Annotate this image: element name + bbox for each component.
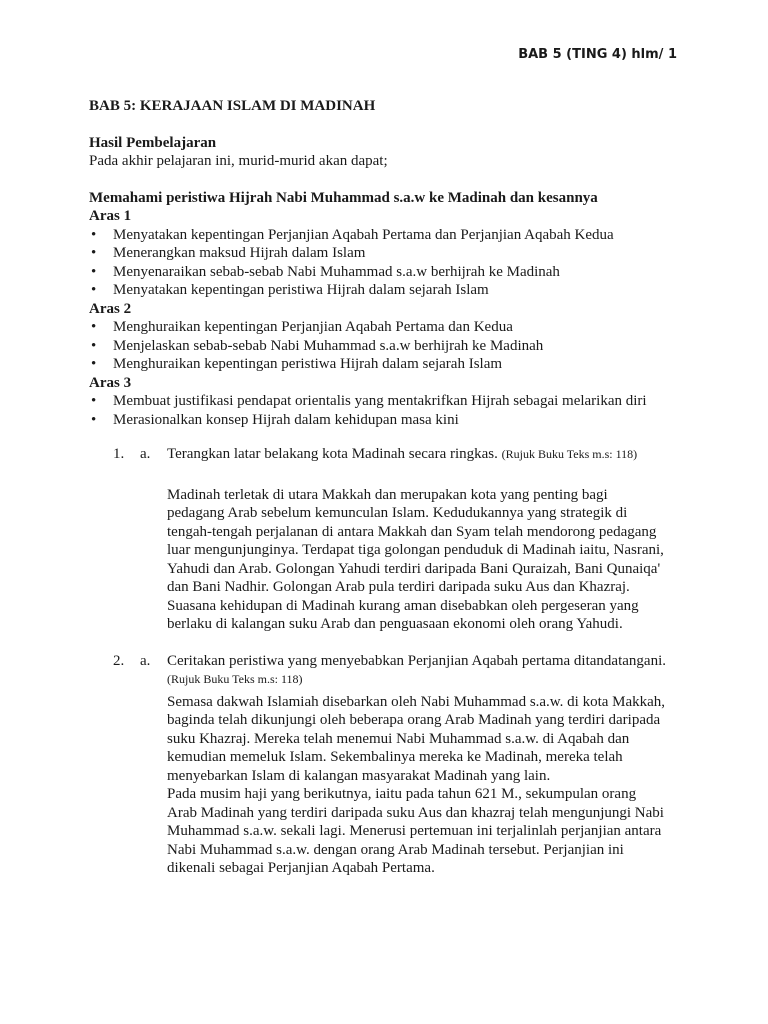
outcomes-heading: Hasil Pembelajaran [89, 134, 217, 151]
list-item: • Menjelaskan sebab-sebab Nabi Muhammad s.a.w berhijrah ke Madinah [89, 337, 689, 356]
answer-line: tengah-tengah perjalanan di antara Makkah dan Syam telah mendorong pedagang [167, 523, 657, 540]
question-prompt: Ceritakan peristiwa yang menyebabkan Perjanjian Aqabah pertama ditandatangani. [167, 652, 666, 669]
level-label: Aras 3 [89, 374, 132, 391]
list-item: • Menerangkan maksud Hijrah dalam Islam [89, 244, 689, 263]
list-item: • Menyatakan kepentingan peristiwa Hijrah dalam sejarah Islam [89, 281, 689, 300]
chapter-title: BAB 5: KERAJAAN ISLAM DI MADINAH [89, 98, 376, 114]
question-2 [113, 652, 689, 689]
question-number: 1. [113, 446, 125, 462]
topic-heading: Memahami peristiwa Hijrah Nabi Muhammad s.a.w ke Madinah dan kesannya [89, 189, 598, 206]
answer-line: menyebarkan Islam di kalangan masyarakat Madinah yang lain. [167, 767, 551, 784]
answer-line: Madinah terletak di utara Makkah dan merupakan kota yang penting bagi [167, 486, 608, 503]
bullet-list [89, 392, 689, 429]
answer-line: berlaku di kalangan suku Arab dan penguasaan ekonomi oleh orang Yahudi. [167, 616, 623, 632]
answer-2 [167, 693, 689, 878]
page-header: BAB 5 (TING 4) hlm/ 1 [518, 47, 677, 62]
answer-line: kemudian memeluk Islam. Sekembalinya mereka ke Madinah, mereka telah [167, 749, 623, 765]
answer-1 [167, 486, 689, 634]
list-item: • Merasionalkan konsep Hijrah dalam kehidupan masa kini [89, 411, 689, 430]
bullet-list [89, 226, 689, 300]
list-item: • Menghuraikan kepentingan peristiwa Hijrah dalam sejarah Islam [89, 355, 689, 374]
level-3 [89, 374, 689, 430]
question-1 [113, 445, 689, 464]
answer-line: dan Bani Nadhir. Golongan Arab pula terdiri daripada suku Aus dan Khazraj. [167, 579, 630, 595]
question-sub-label: a. [140, 652, 151, 669]
level-1 [89, 207, 689, 300]
page-content [89, 97, 689, 878]
level-2 [89, 300, 689, 374]
question-prompt: Terangkan latar belakang kota Madinah secara ringkas. [167, 446, 498, 462]
answer-line: Pada musim haji yang berikutnya, iaitu pada tahun 621 M., sekumpulan orang [167, 786, 637, 802]
list-item: • Menyatakan kepentingan Perjanjian Aqabah Pertama dan Perjanjian Aqabah Kedua [89, 226, 689, 245]
level-label: Aras 2 [89, 300, 132, 317]
question-number: 2. [113, 652, 125, 669]
list-item: • Menyenaraikan sebab-sebab Nabi Muhammad s.a.w berhijrah ke Madinah [89, 263, 689, 282]
question-text [167, 445, 689, 464]
level-label: Aras 1 [89, 208, 132, 224]
answer-line: Muhammad s.a.w. sekali lagi. Menerusi pertemuan ini terjalinlah perjanjian antara [167, 823, 662, 839]
bullet-list [89, 318, 689, 374]
answer-line: luar mengunjunginya. Terdapat tiga golongan penduduk di Madinah iaitu, Nasrani, [167, 542, 664, 558]
answer-line: Arab Madinah yang terdiri daripada suku Aus dan khazraj telah mengunjungi Nabi [167, 804, 664, 821]
answer-line: pedagang Arab sebelum kemunculan Islam. Kedudukannya yang strategik di [167, 505, 628, 521]
answer-line: baginda telah dikunjungi oleh beberapa orang Arab Madinah yang terdiri daripada [167, 712, 661, 728]
question-text [167, 652, 689, 689]
list-item: • Menghuraikan kepentingan Perjanjian Aqabah Pertama dan Kedua [89, 318, 689, 337]
answer-line: Nabi Muhammad s.a.w. dengan orang Arab Madinah tersebut. Perjanjian ini [167, 841, 624, 858]
answer-line: Suasana kehidupan di Madinah kurang aman disebabkan oleh pergeseran yang [167, 597, 639, 614]
question-sub-label: a. [140, 446, 151, 462]
textbook-reference: (Rujuk Buku Teks m.s: 118) [501, 447, 638, 461]
textbook-reference: (Rujuk Buku Teks m.s: 118) [167, 672, 303, 686]
answer-line: dikenali sebagai Perjanjian Aqabah Pertama. [167, 860, 435, 876]
answer-line: suku Khazraj. Mereka telah menemui Nabi Muhammad s.a.w. di Aqabah dan [167, 730, 630, 747]
outcomes-intro: Pada akhir pelajaran ini, murid-murid akan dapat; [89, 153, 388, 169]
answer-line: Semasa dakwah Islamiah disebarkan oleh Nabi Muhammad s.a.w. di kota Makkah, [167, 693, 666, 710]
list-item: • Membuat justifikasi pendapat orientalis yang mentakrifkan Hijrah sebagai melarikan diri [89, 392, 689, 411]
answer-line: Yahudi dan Arab. Golongan Yahudi terdiri daripada Bani Quraizah, Bani Qunaiqa' [167, 560, 661, 577]
